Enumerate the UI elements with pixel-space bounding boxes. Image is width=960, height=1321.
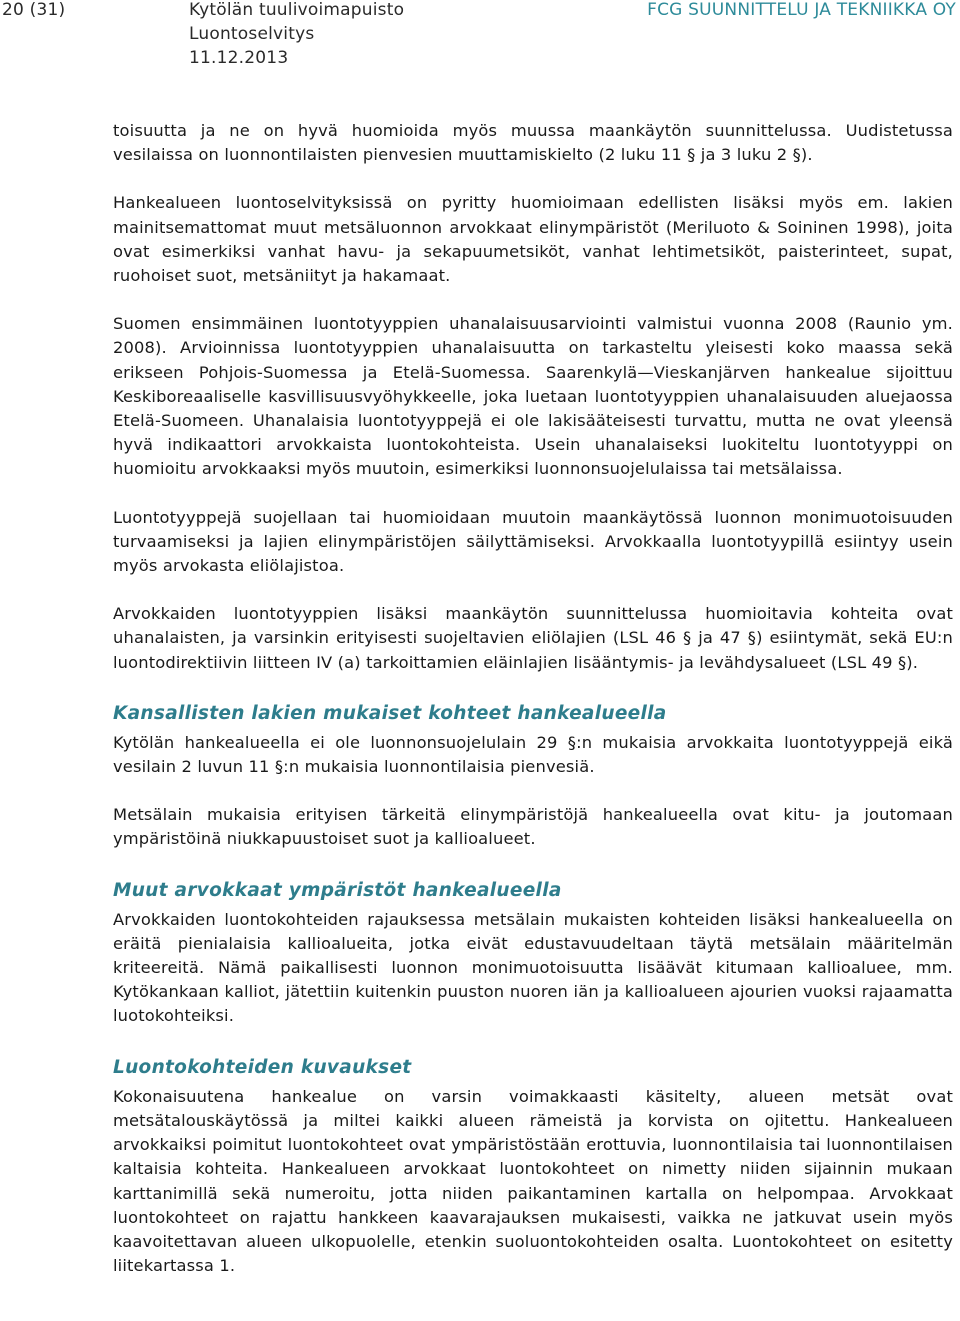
paragraph-5: Arvokkaiden luontotyyppien lisäksi maankäytön suunnittelussa huomioitavia kohteita ovat uhanalaisten, ja varsinkin erityisesti suojeltavien eliölajien (LSL 46 § ja 47 §) esiintymät, sekä EU:n luontodirektiivin liitteen IV (a) tarkoittamien eläinlajien lisääntymis- ja levähdysalueet (LSL 49 §). (113, 604, 953, 672)
page-header (0, 0, 960, 70)
paragraph-2: Hankealueen luontoselvityksissä on pyritty huomioimaan edellisten lisäksi myös em. lakien mainitsemattomat muut metsäluonnon arvokkaat elinympäristöt (Meriluoto & Soininen 1998), joita ovat esimerkiksi vanhat havu- ja sekapuumetsiköt, vanhat lehtimetsiköt, paisterinteet, supat, ruohoiset suot, metsäniityt ja hakamaat. (113, 193, 953, 286)
paragraph-8: Arvokkaiden luontokohteiden rajauksessa metsälain mukaisten kohteiden lisäksi hankealueella on eräitä pienialaisia kallioalueita, jotka eivät edustavuudeltaan täytä metsälain määritelmän kriteereitä. Nämä paikallisesti luonnon monimuotoisuutta lisäävät kitumaan kallioaluee, mm. Kytökankaan kalliot, jätettiin kuitenkin puuston nuoren iän ja kallioalueen ajourien vuoksi rajaamatta luotokohteiksi. (113, 909, 953, 1026)
paragraph-4: Luontotyyppejä suojellaan tai huomioidaan muutoin maankäytössä luonnon monimuotoisuuden turvaamiseksi ja lajien elinympäristöjen säilyttämiseksi. Arvokkaalla luontotyypillä esiintyy usein myös arvokasta eliölajistoa. (113, 507, 953, 576)
section-heading-site-descriptions: Luontokohteiden kuvaukset (113, 1056, 412, 1078)
document-body (113, 119, 953, 1278)
company-name: FCG SUUNNITTELU JA TEKNIIKKA OY (647, 0, 956, 20)
document-date: 11.12.2013 (189, 48, 289, 68)
section-heading-national-laws: Kansallisten lakien mukaiset kohteet hankealueella (113, 702, 667, 724)
document-type: Luontoselvitys (189, 24, 315, 44)
paragraph-7: Metsälain mukaisia erityisen tärkeitä elinympäristöjä hankealueella ovat kitu- ja joutomaan ympäristöinä niukkapuustoiset suot ja kallioalueet. (113, 805, 953, 849)
project-name: Kytölän tuulivoimapuisto (189, 0, 405, 20)
paragraph-9: Kokonaisuutena hankealue on varsin voimakkaasti käsitelty, alueen metsät ovat metsätalouskäytössä ja miltei kaikki alueen rämeistä ja korvista on ojitettu. Hankealueen arvokkaiksi poimitut luontokohteet ovat ympäristöstään erottuvia, luonnontilaisia tai luonnontilaisen kaltaisia kohteita. Hankealueen arvokkaat luontokohteet on nimetty niiden sijainnin mukaan karttanimillä sekä numeroitu, jotta niiden paikantaminen kartalla on helpompaa. Arvokkaat luontokohteet on rajattu hankkeen kaavarajauksen mukaisesti, vaikka ne jatkuvat usein myös kaavoitettavan alueen ulkopuolelle, etenkin suoluontokohteiden osalta. Luontokohteet on esitetty liitekartassa 1. (113, 1086, 953, 1276)
paragraph-6: Kytölän hankealueella ei ole luonnonsuojelulain 29 §:n mukaisia arvokkaita luontotyyppejä eikä vesilain 2 luvun 11 §:n mukaisia luonnontilaisia pienvesiä. (113, 732, 953, 777)
section-heading-other-environments: Muut arvokkaat ympäristöt hankealueella (113, 879, 562, 901)
paragraph-3: Suomen ensimmäinen luontotyyppien uhanalaisuusarviointi valmistui vuonna 2008 (Raunio ym. 2008). Arvioinnissa luontotyyppien uhanalaisuutta on tarkasteltu yleisesti koko maassa sekä erikseen Pohjois-Suomessa ja Etelä-Suomessa. Saarenkylä—Vieskanjärven hankealue sijoittuu Keskiboreaaliselle kasvillisuusvyöhykkeelle, joka luetaan luontotyyppien uhanalaisuuden aluejaossa Etelä-Suomeen. Uhanalaisia luontotyyppejä ei ole lakisääteisesti turvattu, mutta ne ovat yleensä hyvä indikaattori arvokkaista luontokohteista. Usein uhanalaiseksi luokiteltu luontotyyppi on huomioitu arvokkaaksi myös muutoin, esimerkiksi luonnonsuojelulaissa tai metsälaissa. (113, 314, 953, 479)
page-number: 20 (31) (2, 0, 66, 20)
paragraph-1: toisuutta ja ne on hyvä huomioida myös muussa maankäytön suunnittelussa. Uudistetussa vesilaissa on luonnontilaisten pienvesien muuttamiskielto (2 luku 11 § ja 3 luku 2 §). (113, 121, 953, 165)
